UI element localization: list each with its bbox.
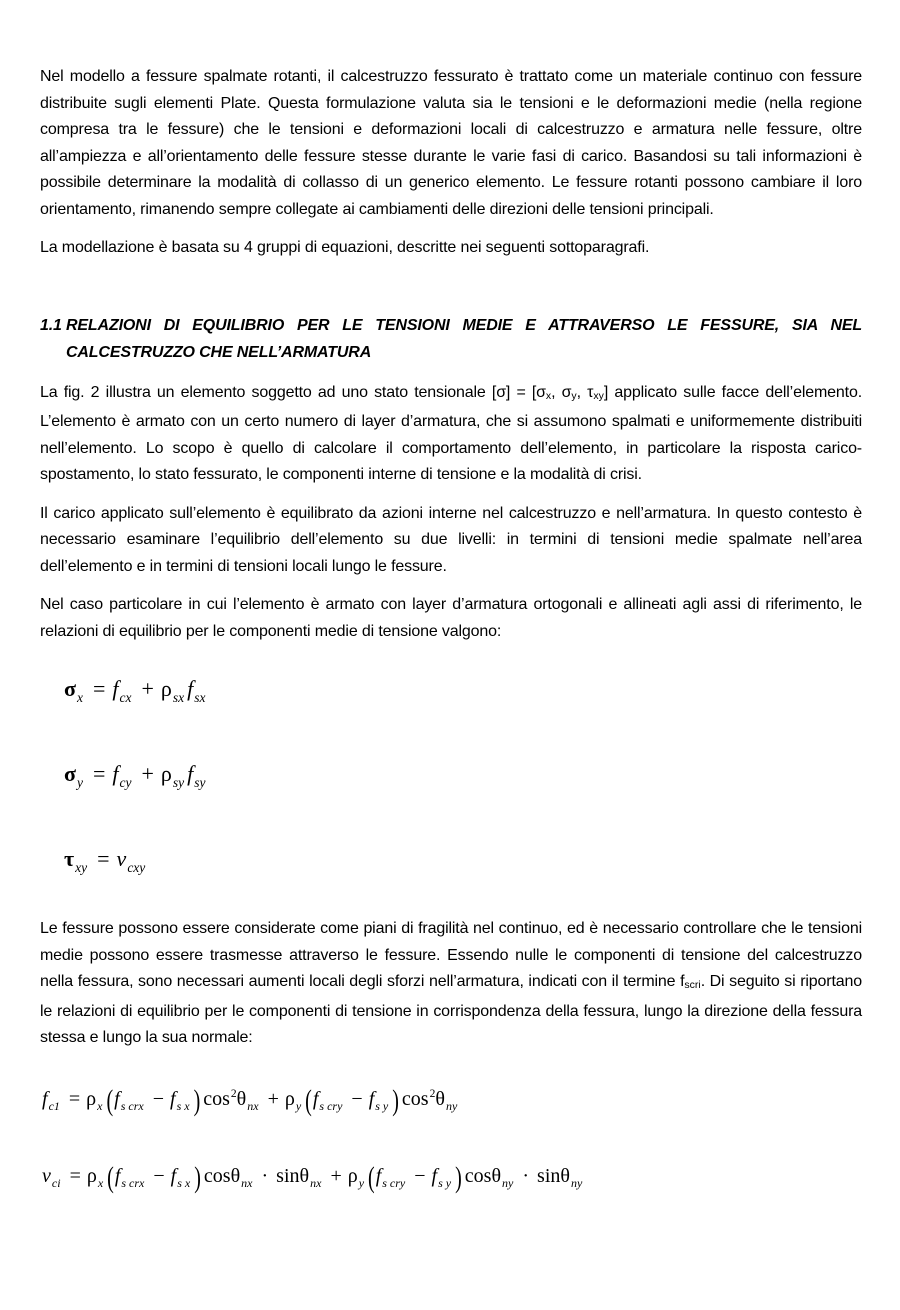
text-run-v: f: [431, 1164, 438, 1187]
text-run-g: θ: [560, 1164, 570, 1187]
text-run-sub: c1: [48, 1098, 60, 1113]
text-run-sub: nx: [310, 1175, 322, 1190]
text-run-sub: sx: [172, 690, 185, 705]
text-run-g: θ: [230, 1164, 241, 1187]
equation-sigma-y: [64, 756, 862, 801]
text-run-op: −: [414, 1164, 426, 1187]
text-run: Le fessure possono essere considerate come piani di fragilità nel continuo, ed è necessario controllare che le tensioni medie possono essere trasmesse attraverso le fessure. Essendo nulle le componenti di tensione del calcestruzzo nella fessura, sono necessari aumenti locali degli sforzi nell’armatura, indicati con il termine f: [40, 920, 862, 990]
text-run-sub: sy: [172, 775, 185, 790]
text-run: , τ: [576, 383, 594, 401]
text-run-sub: xy: [593, 389, 604, 402]
text-run-op: −: [153, 1164, 165, 1187]
text-run-sub: nx: [241, 1175, 253, 1190]
text-run-sub: s crx: [120, 1098, 144, 1113]
equation-vci-crack-shear: [42, 1158, 862, 1201]
text-run-v: f: [112, 676, 119, 701]
text-run-op: =: [92, 676, 106, 701]
equation-fc1-crack-normal: [42, 1076, 862, 1124]
text-run-par: ): [194, 1161, 201, 1194]
text-run-g: ρ: [86, 1087, 97, 1110]
text-run-v: f: [170, 1087, 176, 1110]
text-run: La fig. 2 illustra un elemento soggetto ad uno stato tensionale [σ] = [σ: [40, 383, 546, 401]
text-run-sub: y: [76, 775, 83, 790]
text-run: Nel caso particolare in cui l’elemento è armato con layer d’armatura ortogonali e allineati agli assi di riferimento, le relazioni di equilibrio per le componenti medie di tensione valgono:: [40, 596, 862, 640]
text-run: ] applicato sulle facce dell’elemento. L’elemento è armato con un certo numero di layer d’armatura, che si assumono spalmati e uniformemente distribuiti nell’elemento. Lo scopo è quello di calcolare il comportamento dell’elemento, in particolare la risposta carico-spostamento, lo stato fessurato, le componenti interne di tensione e la modalità di crisi.: [40, 383, 863, 483]
text-run-par: ): [455, 1161, 462, 1194]
paragraph-smeared-crack-model: [40, 64, 862, 223]
text-run-fn: cos: [203, 1164, 231, 1187]
text-run-sub: xy: [75, 860, 88, 875]
text-run-sub: ci: [51, 1175, 61, 1190]
text-run: La modellazione è basata su 4 gruppi di equazioni, descritte nei seguenti sottoparagrafi.: [40, 239, 650, 256]
text-run-fn: cos: [464, 1164, 492, 1187]
text-run-op: ·: [261, 1164, 269, 1187]
text-run-sub: s cry: [319, 1098, 343, 1113]
text-run-v: f: [114, 1164, 121, 1187]
text-run: , σ: [551, 383, 572, 401]
text-run-par: (: [106, 1084, 114, 1117]
text-run-sup: 2: [230, 1087, 237, 1100]
text-run-sub: cxy: [127, 860, 146, 875]
text-run-sub: nx: [247, 1098, 259, 1113]
text-run-par: (: [305, 1084, 312, 1117]
section-title: RELAZIONI DI EQUILIBRIO PER LE TENSIONI MEDIE E ATTRAVERSO LE FESSURE, SIA NEL CALCESTRUZZO CHE NELL’ARMATURA: [66, 316, 862, 361]
text-run-g: ρ: [86, 1164, 97, 1187]
text-run-sub: scri: [684, 979, 701, 991]
text-run-g: ρ: [284, 1087, 295, 1110]
text-run-sub: ny: [502, 1175, 514, 1190]
text-run-v: f: [187, 676, 194, 701]
text-run-g: θ: [299, 1164, 310, 1187]
text-run-sub: s crx: [121, 1175, 145, 1190]
paragraph-load-equilibrium: [40, 501, 862, 581]
text-run-v: f: [114, 1087, 120, 1110]
text-run-par: (: [107, 1161, 114, 1194]
text-run-gb: σ: [64, 761, 76, 786]
paragraph-four-equation-groups: [40, 235, 862, 262]
text-run-sup: 2: [429, 1087, 436, 1100]
text-run-op: =: [92, 761, 106, 786]
text-run-sub: ny: [445, 1098, 458, 1113]
text-run-v: f: [375, 1164, 382, 1187]
text-run-sub: cx: [119, 690, 132, 705]
section-number: 1.1: [40, 316, 62, 334]
text-run-v: f: [312, 1087, 319, 1110]
text-run-sub: sx: [194, 690, 206, 705]
text-run-op: ·: [522, 1164, 530, 1187]
text-run-v: f: [368, 1087, 375, 1110]
text-run-op: =: [68, 1087, 81, 1110]
text-run-sub: s y: [375, 1098, 389, 1113]
text-run-fn: cos: [401, 1087, 429, 1110]
text-run-v: f: [42, 1087, 48, 1110]
text-run: . Di seguito si riportano le relazioni di equilibrio per le componenti di tensione in corrispondenza della fessura, lungo la direzione della fessura stessa e lungo la sua normale:: [40, 973, 862, 1046]
paragraph-crack-planes: [40, 916, 862, 1052]
text-run-v: f: [112, 761, 119, 786]
text-run-v: v: [116, 846, 127, 871]
text-run-op: +: [330, 1164, 342, 1187]
text-run-par: ): [392, 1084, 399, 1117]
equation-tau-xy: [64, 841, 862, 886]
text-run: Il carico applicato sull’elemento è equilibrato da azioni interne nel calcestruzzo e nell’armatura. In questo contesto è necessario esaminare l’equilibrio dell’elemento su due livelli: in termini di tensioni medie spalmate nell’area dell’elemento e in termini di tensioni locali lungo le fessure.: [40, 504, 862, 575]
text-run-fn: cos: [203, 1087, 230, 1110]
equation-sigma-x: [64, 671, 862, 716]
text-run-sub: y: [571, 389, 577, 402]
text-run-op: +: [141, 761, 154, 786]
text-run-sub: x: [97, 1098, 103, 1113]
text-run-par: (: [368, 1161, 375, 1194]
text-run-op: =: [69, 1164, 81, 1187]
text-run-sub: s x: [177, 1175, 191, 1190]
text-run-sub: s cry: [382, 1175, 406, 1190]
text-run-gb: τ: [64, 846, 75, 871]
text-run-sub: x: [545, 389, 552, 402]
text-run-op: +: [267, 1087, 279, 1110]
text-run-fn: sin: [276, 1164, 300, 1187]
text-run-sub: cy: [119, 775, 132, 790]
text-run-op: −: [351, 1087, 363, 1110]
paragraph-fig2-stress-state: [40, 380, 862, 489]
text-run-sub: s y: [438, 1175, 452, 1190]
text-run-v: f: [187, 761, 194, 786]
text-run-par: ): [193, 1084, 201, 1117]
paragraph-orthogonal-layers: [40, 592, 862, 645]
text-run-sub: x: [76, 690, 83, 705]
text-run-sub: s x: [176, 1098, 190, 1113]
text-run-fn: sin: [537, 1164, 561, 1187]
text-run-op: =: [97, 846, 110, 871]
text-run-sub: ny: [570, 1175, 583, 1190]
text-run-sub: sy: [194, 775, 206, 790]
text-run-g: θ: [236, 1087, 247, 1110]
text-run: Nel modello a fessure spalmate rotanti, il calcestruzzo fessurato è trattato come un materiale continuo con fessure distribuite sugli elementi Plate. Questa formulazione valuta sia le tensioni e le deformazioni medie (nella regione compresa tra le fessure) che le tensioni e deformazioni locali di calcestruzzo e armatura nelle fessure, oltre all’ampiezza e all’orientamento delle fessure stesse durante le varie fasi di carico. Basandosi su tali informazioni è possibile determinare la modalità di collasso di un generico elemento. Le fessure rotanti possono cambiare il loro orientamento, rimanendo sempre collegate ai cambiamenti delle direzioni delle tensioni principali.: [40, 68, 862, 218]
equation-block-average-stresses: [64, 671, 862, 886]
text-run-g: ρ: [347, 1164, 358, 1187]
text-run-op: −: [152, 1087, 164, 1110]
text-run-g: θ: [491, 1164, 502, 1187]
text-run-v: v: [42, 1164, 51, 1187]
section-heading-1-1: [40, 312, 862, 366]
text-run-sub: x: [97, 1175, 104, 1190]
text-run-g: ρ: [160, 761, 172, 786]
text-run-sub: y: [295, 1098, 302, 1113]
text-run-v: f: [170, 1164, 177, 1187]
text-run-gb: σ: [64, 676, 76, 701]
text-run-g: ρ: [160, 676, 172, 701]
text-run-sub: y: [358, 1175, 365, 1190]
text-run-op: +: [141, 676, 154, 701]
text-run-g: θ: [435, 1087, 445, 1110]
